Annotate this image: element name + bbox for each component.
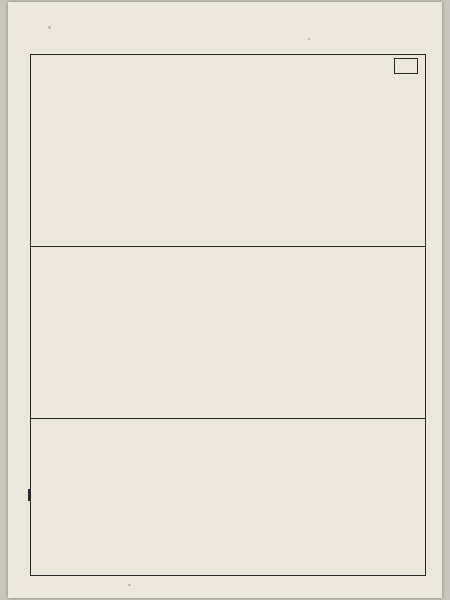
upper-tier xyxy=(31,55,425,247)
paper-speck xyxy=(308,38,310,40)
paper-speck xyxy=(48,26,51,29)
paper-speck xyxy=(128,584,131,586)
middle-tier xyxy=(31,247,425,419)
entry-heading-tab xyxy=(394,58,418,74)
text-frame xyxy=(30,54,426,576)
upper-tier-text xyxy=(39,63,417,238)
lower-tier xyxy=(31,419,425,575)
book-page xyxy=(8,2,442,598)
lower-tier-text xyxy=(39,427,417,567)
running-head xyxy=(14,12,26,172)
page-number-mark xyxy=(28,489,30,501)
middle-tier-text xyxy=(39,255,417,410)
